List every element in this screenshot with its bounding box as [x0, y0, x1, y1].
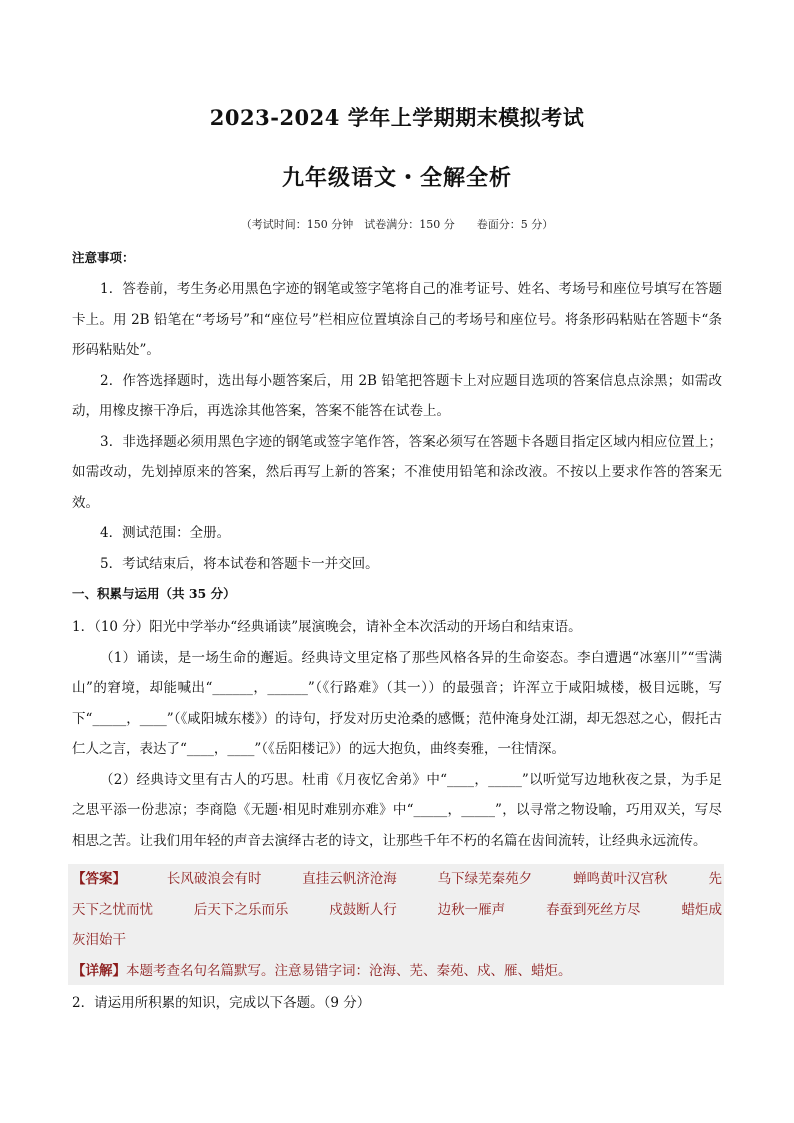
notice-item: 1．答卷前，考生务必用黑色字迹的钢笔或签字笔将自己的准考证号、姓名、考场号和座位号填写在答题卡上。用 2B 铅笔在“考场号”和“座位号”栏相应位置填涂自己的考场号和座位号。将条形码粘贴在答题卡“条形码粘贴处”。: [72, 281, 722, 358]
question-stem: 1．（10 分）阳光中学举办“经典诵读”展演晚会，请补全本次活动的开场白和结束语。: [72, 619, 582, 635]
answer-item: 直挂云帆济沧海: [302, 871, 397, 887]
answer-item: 蝉鸣黄叶汉宫秋: [573, 871, 668, 887]
exam-meta: （考试时间：150 分钟 试卷满分：150 分 卷面分：5 分）: [240, 218, 554, 231]
answer-item: 蜡炬成: [681, 901, 722, 918]
detail-label: 【详解】: [72, 962, 126, 979]
answer-item: 戍鼓断人行: [329, 901, 397, 918]
answer-label: 【答案】: [72, 871, 126, 887]
notice-item: 4．测试范围：全册。: [100, 525, 231, 541]
detail-row: [72, 956, 722, 987]
answer-item: 长风破浪会有时: [166, 871, 262, 887]
answer-item: 边秋一雁声: [437, 901, 506, 918]
question-1: [72, 612, 722, 856]
answer-row: [72, 895, 722, 926]
answer-block: [72, 864, 722, 986]
answer-item: 春蚕到死丝方尽: [546, 901, 641, 918]
notice-list: [72, 274, 722, 579]
notice-heading: 注意事项：: [72, 250, 135, 265]
answer-row: [72, 864, 722, 895]
answer-item: 天下之忧而忧: [72, 901, 153, 918]
answer-item: 先: [708, 871, 722, 887]
answer-item: 后天下之乐而乐: [193, 901, 289, 918]
notice-item: 5．考试结束后，将本试卷和答题卡一并交回。: [100, 555, 379, 572]
question-part: （1）诵读，是一场生命的邂逅。经典诗文里定格了那些风格各异的生命姿态。李白遭遇“冰塞川”“雪满山”的窘境，却能喊出“______，______”（《行路难》（其一））的最强音；许浑立于咸阳城楼，极目远眺，写下“_____，____”（《咸阳城东楼》）的诗句，抒发对历史沧桑的感慨；范仲淹身处江湖，却无怨怼之心，假托古仁人之言，表达了“____，____”（《岳阳楼记》）的远大抱负，曲终奏雅，一往情深。: [72, 649, 722, 757]
answer-item: 灰泪始干: [72, 932, 126, 948]
question-2-stem: 2．请运用所积累的知识，完成以下各题。（9 分）: [72, 995, 371, 1011]
notice-item: 3．非选择题必须用黑色字迹的钢笔或签字笔作答，答案必须写在答题卡各题目指定区域内相应位置上；如需改动，先划掉原来的答案，然后再写上新的答案；不准使用铅笔和涂改液。不按以上要求作答的答案无效。: [72, 433, 722, 511]
answer-row: [72, 925, 722, 956]
exam-title: 2023-2024 学年上学期期末模拟考试: [209, 105, 585, 130]
detail-text: 本题考查名句名篇默写。注意易错字词：沧海、芜、秦苑、戍、雁、蜡炬。: [126, 962, 572, 979]
answer-item: 乌下绿芜秦苑夕: [437, 871, 533, 887]
exam-subtitle: 九年级语文・全解全析: [281, 165, 512, 191]
question-part: （2）经典诗文里有古人的巧思。杜甫《月夜忆舍弟》中“____，_____”以听觉写边地秋夜之景，为手足之思平添一份悲凉；李商隐《无题·相见时难别亦难》中“_____，_____”，以寻常之物设喻，巧用双关，写尽相思之苦。让我们用年轻的声音去演绎古老的诗文，让那些千年不朽的名篇在齿间流转，让经典永远流传。: [72, 771, 722, 849]
section-heading: 一、积累与运用（共 35 分）: [72, 586, 236, 601]
notice-item: 2．作答选择题时，选出每小题答案后，用 2B 铅笔把答题卡上对应题目选项的答案信息点涂黑；如需改动，用橡皮擦干净后，再选涂其他答案，答案不能答在试卷上。: [72, 372, 722, 419]
